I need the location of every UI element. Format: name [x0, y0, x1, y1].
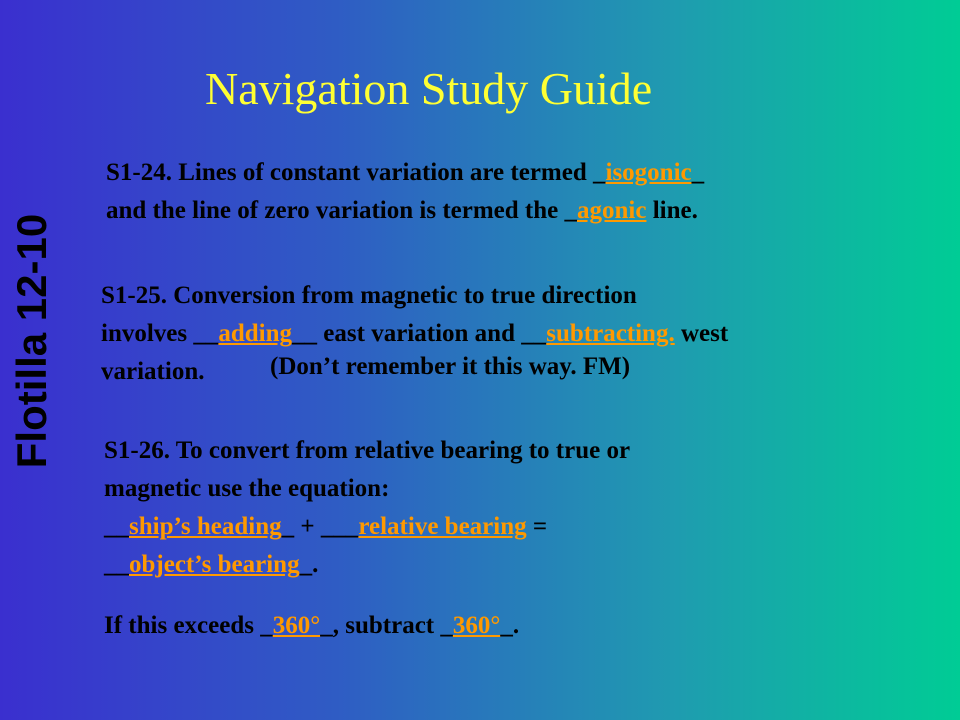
answer-ships-heading: ship’s heading: [129, 513, 282, 540]
s1-25-line-1: S1-25. Conversion from magnetic to true direction: [101, 282, 637, 309]
s1-24-blank-1-right: _: [691, 159, 705, 186]
exceeds-blank-1-right: _: [320, 612, 333, 639]
s1-25-blank-1-right: __: [292, 320, 318, 347]
question-s1-26: [104, 432, 630, 584]
equation-blank-3-left: __: [104, 551, 129, 578]
equation-line-2: [104, 546, 630, 584]
exceeds-period: .: [512, 612, 520, 639]
equation-period: .: [312, 551, 319, 578]
answer-objects-bearing: object’s bearing: [129, 551, 300, 578]
equals-sign: =: [526, 513, 548, 540]
equation-blank-1-left: __: [104, 513, 129, 540]
answer-isogonic: isogonic: [605, 159, 692, 186]
equation-blank-1-right: _: [281, 513, 295, 540]
equation-line-1: [104, 508, 630, 546]
s1-24-text-2: and the line of zero variation is termed the: [106, 197, 565, 224]
s1-25-line-3: variation.: [101, 358, 205, 385]
s1-24-line-1: [106, 154, 704, 192]
s1-25-blank-2-left: __: [521, 320, 547, 347]
plus-sign: +: [294, 513, 321, 540]
s1-25-text: involves: [101, 320, 194, 347]
s1-24-blank-1-left: _: [593, 159, 606, 186]
s1-24-blank-2-left: _: [564, 197, 577, 224]
answer-relative-bearing: relative bearing: [358, 513, 527, 540]
s1-26-line-1: S1-26. To convert from relative bearing to true or: [104, 437, 631, 464]
s1-25-line-2: [101, 315, 728, 353]
memory-note: (Don’t remember it this way. FM): [270, 353, 631, 380]
s1-25-text-3: west: [674, 320, 729, 347]
s1-25-blank-1-left: __: [193, 320, 219, 347]
s1-24-line-2: [106, 192, 704, 230]
slide-title: Navigation Study Guide: [205, 63, 653, 114]
s1-24-text-3: line.: [646, 197, 698, 224]
exceeds-blank-2-right: _: [500, 612, 513, 639]
equation-blank-2-left: ___: [320, 513, 359, 540]
s1-24-text: S1-24. Lines of constant variation are termed: [106, 159, 593, 186]
answer-subtracting: subtracting.: [546, 320, 675, 347]
equation-blank-3-right: _: [299, 551, 313, 578]
subtract-text: , subtract: [332, 612, 441, 639]
flotilla-side-label: Flotilla 12-10: [8, 213, 55, 469]
answer-360-first: 360°: [272, 612, 321, 639]
s1-25-text-2: east variation and: [317, 320, 522, 347]
exceeds-blank-1-left: _: [260, 612, 273, 639]
exceeds-text: If this exceeds: [104, 612, 261, 639]
s1-26-line-2: magnetic use the equation:: [104, 475, 390, 502]
exceeds-blank-2-left: _: [440, 612, 453, 639]
answer-agonic: agonic: [577, 197, 647, 224]
exceeds-line: [104, 607, 519, 645]
answer-adding: adding: [218, 320, 293, 347]
question-s1-24: [106, 154, 704, 230]
answer-360-second: 360°: [452, 612, 501, 639]
